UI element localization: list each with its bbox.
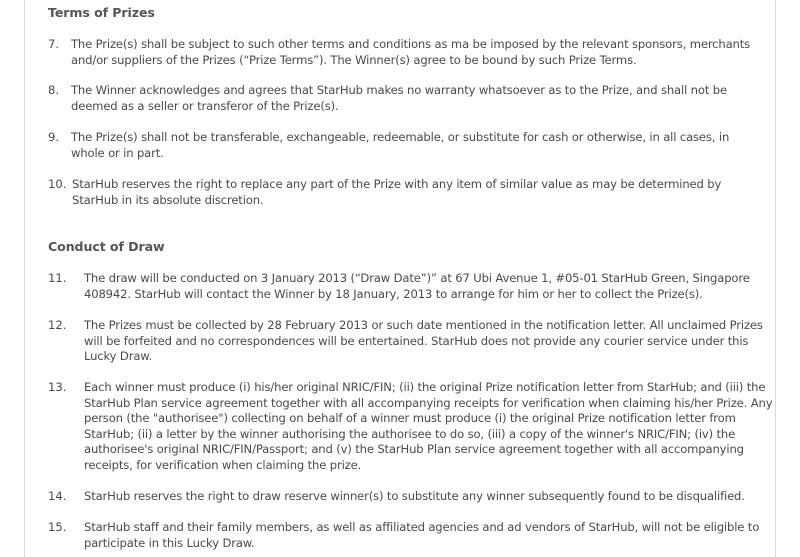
item-text: The Prize(s) shall not be transferable, exchangeable, redeemable, or substitute for cash or otherwise, in all cases, in whole or in part.: [71, 130, 730, 160]
item-text: The Winner acknowledges and agrees that StarHub makes no warranty whatsoever as to the Prize, and shall not be deemed as a seller or transferor of the Prize(s).: [71, 83, 727, 113]
item-number: 13.: [48, 380, 67, 394]
item-number: 10.: [48, 177, 67, 191]
item-number: 11.: [48, 271, 67, 285]
terms-document: [24, 0, 776, 557]
item-text: StarHub reserves the right to draw reserve winner(s) to substitute any winner subsequently found to be disqualified.: [84, 489, 745, 503]
item-text: StarHub reserves the right to replace any part of the Prize with any item of similar value as may be determined by StarHub in its absolute discretion.: [72, 177, 722, 207]
item-number: 15.: [48, 520, 67, 534]
item-text: The Prizes must be collected by 28 February 2013 or such date mentioned in the notification letter. All unclaimed Prizes will be forfeited and no correspondences will be entertained. StarHub does not provide any courier service under this Lucky Draw.: [84, 318, 763, 364]
item-number: 12.: [48, 318, 67, 332]
item-number: 14.: [48, 489, 67, 503]
item-text: The Prize(s) shall be subject to such other terms and conditions as ma be imposed by the relevant sponsors, merchants and/or suppliers of the Prizes (“Prize Terms”). The Winner(s) agree to be bound by such Prize Terms.: [71, 37, 751, 67]
item-text: StarHub staff and their family members, as well as affiliated agencies and ad vendors of StarHub, will not be eligible to participate in this Lucky Draw.: [84, 520, 760, 550]
item-number: 9.: [48, 130, 60, 144]
item-text: Each winner must produce (i) his/her original NRIC/FIN; (ii) the original Prize notification letter from StarHub; and (iii) the StarHub Plan service agreement together with all accompanying receipts for verification when claiming his/her Prize. Any person (the "authorisee") collecting on behalf of a winner must produce (i) the original Prize notification letter from StarHub; (ii) a letter by the winner authorising the authorisee to do so, (iii) a copy of the winner's NRIC/FIN; (iv) the authorisee's original NRIC/FIN/Passport; and (v) the StarHub Plan service agreement together with all accompanying receipts, for verification when claiming the prize.: [84, 380, 773, 472]
item-number: 8.: [48, 83, 60, 97]
section-heading-terms-of-prizes: Terms of Prizes: [48, 5, 155, 20]
item-text: The draw will be conducted on 3 January 2013 (“Draw Date”)” at 67 Ubi Avenue 1, #05-01 StarHub Green, Singapore 408942. StarHub will contact the Winner by 18 January, 2013 to arrange for him or her to collect the Prize(s).: [84, 271, 750, 301]
section-heading-conduct-of-draw: Conduct of Draw: [48, 239, 165, 254]
item-number: 7.: [48, 37, 60, 51]
